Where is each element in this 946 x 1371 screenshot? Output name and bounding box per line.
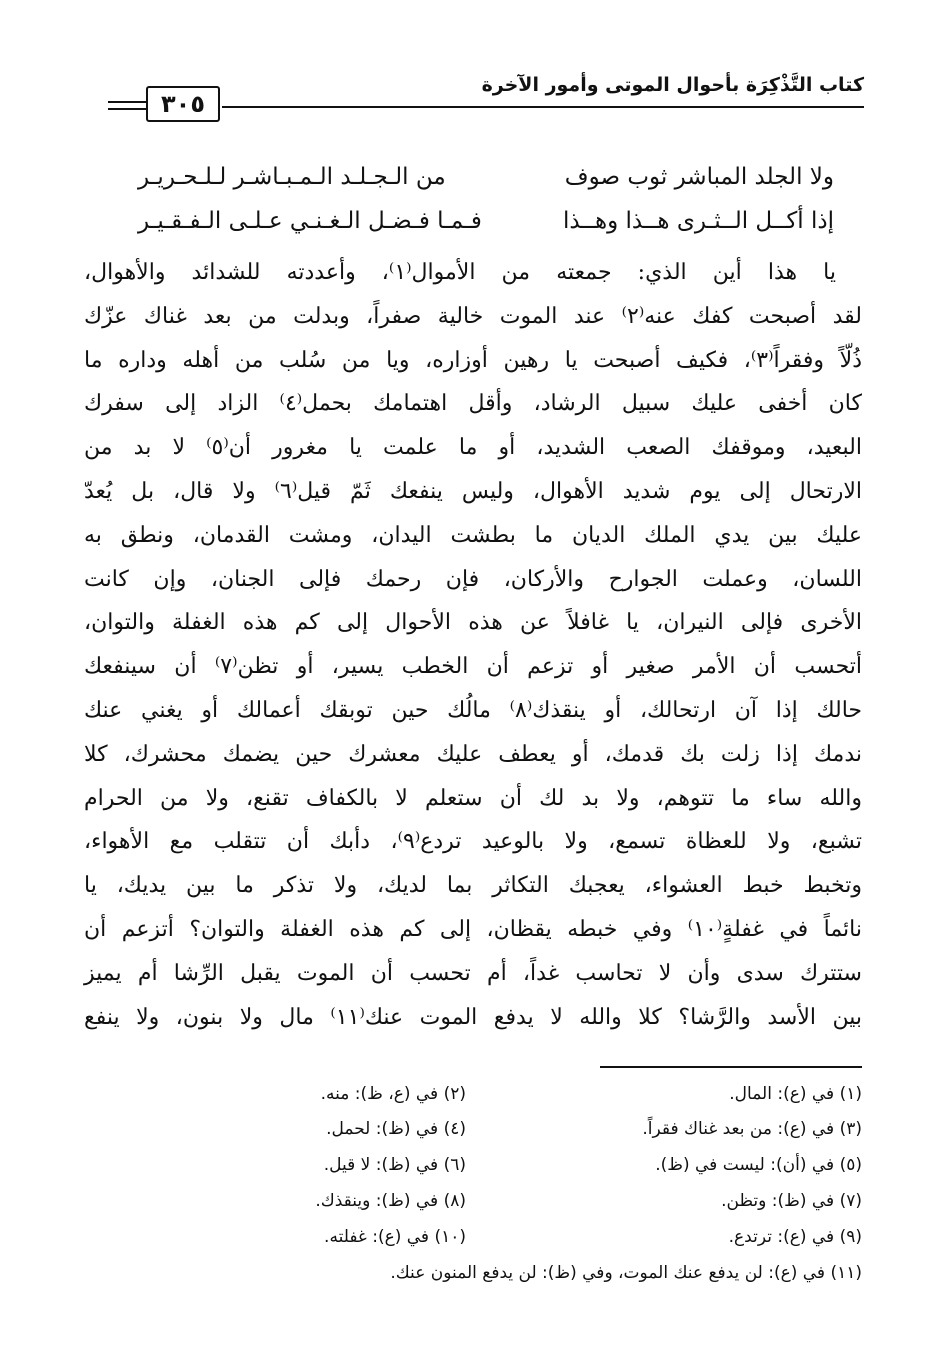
body-line: بين الأسد والرَّشا؟ كلا والله لا يدفع الموت عنك⁽١١⁾ مال ولا بنون، ولا ينفع [84,1005,862,1030]
verse-2-first-hemistich: إذا أكــل الــثـرى هــذا وهــذا [563,208,834,234]
body-line: حالك إذا آن ارتحالك، أو ينقذك⁽٨⁾ مالُك حين توبقك أعمالك أو يغني عنك [84,698,863,723]
footnote-6: (٦) في (ظ): لا قيل. [323,1155,466,1175]
footnote-1: (١) في (ع): المال. [729,1084,862,1104]
body-line: ندمك إذا زلت بك قدمك، أو يعطف عليك معشرك حين يضمك محشرك، كلا [84,742,862,767]
body-line: كان أخفى عليك سبيل الرشاد، وأقل اهتمامك بحمل⁽٤⁾ الزاد إلى سفرك [84,391,862,416]
footnote-5: (٥) في (أن): ليست في (ظ). [655,1155,862,1175]
footnote-8: (٨) في (ظ): وينقذك. [315,1191,466,1211]
footnote-4: (٤) في (ظ): لحمل. [326,1119,466,1139]
header-rule-left-top [108,101,146,103]
footnote-separator [600,1066,862,1068]
header-rule-left-bottom [108,108,146,110]
footnote-7: (٧) في (ظ): وتظن. [721,1191,862,1211]
body-line: تشبع، ولا للعظاة تسمع، ولا بالوعيد تردع⁽٩⁾، دأبك أن تتقلب مع الأهواء، [84,829,863,854]
body-line: الأخرى فإلى النيران، يا غافلاً عن هذه الأحوال إلى كم هذه الغفلة والتوان، [84,610,862,635]
body-line: البعيد، وموقفك الصعب الشديد، أو ما علمت يا مغرور أن⁽٥⁾ لا بد من [84,435,862,460]
verse-1-second-hemistich: من الـجـلـد الـمـبـاشـر لـلـحـريـر [138,164,446,190]
body-line: يا هذا أين الذي: جمعته من الأموال⁽١⁾، وأعددته للشدائد والأهوال، [84,260,837,285]
footnote-9: (٩) في (ع): ترتدع. [728,1227,862,1247]
header-rule [222,106,864,108]
footnote-11: (١١) في (ع): لن يدفع عنك الموت، وفي (ظ): لن يدفع المنون عنك. [390,1263,862,1283]
page-number: ٣٠٥ [146,86,220,122]
body-line: ستترك سدى وأن لا تحاسب غداً، أم تحسب أن الموت يقبل الرِّشا أم يميز [84,961,862,986]
footnote-10: (١٠) في (ع): غفلته. [324,1227,466,1247]
body-line: والله ساء ما تتوهم، ولا بد لك أن ستعلم لا بالكفاف تقنع، ولا من الحرام [84,786,862,811]
body-line: الارتحال إلى يوم شديد الأهوال، وليس ينفعك ثَمّ قيل⁽٦⁾ ولا قال، بل يُعدّ [84,479,862,504]
body-line: وتخبط خبط العشواء، يعجبك التكاثر بما لديك، ولا تذكر ما بين يديك، يا [84,873,862,898]
footnote-3: (٣) في (ع): من بعد غناك فقراً. [642,1119,862,1139]
body-line: عليك بين يدي الملك الديان ما بطشت اليدان، ومشت القدمان، ونطق به [84,523,862,548]
footnote-2: (٢) في (ع، ظ): منه. [320,1084,466,1104]
running-title: كتاب التَّذْكِرَة بأحوال الموتى وأمور الآخرة [481,74,864,96]
body-line: اللسان، وعملت الجوارح والأركان، فإن رحمك فإلى الجنان، وإن كانت [84,567,862,592]
body-line: نائماً في غفلةٍ⁽١٠⁾ وفي خبطه يقظان، إلى كم هذه الغفلة والتوان؟ أتزعم أن [84,917,863,942]
body-line: ذُلّاً وفقراً⁽٣⁾، فكيف أصبحت يا رهين أوزاره، ويا من سُلب من أهله وداره ما [84,348,862,373]
body-line: لقد أصبحت كفك عنه⁽٢⁾ عند الموت خالية صفراً، وبدلت من بعد غناك عزّك [84,304,862,329]
body-line: أتحسب أن الأمر صغير أو تزعم أن الخطب يسير، أو تظن⁽٧⁾ أن سينفعك [84,654,863,679]
verse-2-second-hemistich: فـمـا فـضـل الـغـنـي عـلـى الـفـقـيـر [138,208,482,234]
verse-1-first-hemistich: ولا الجلد المباشر ثوب صوف [564,164,834,190]
